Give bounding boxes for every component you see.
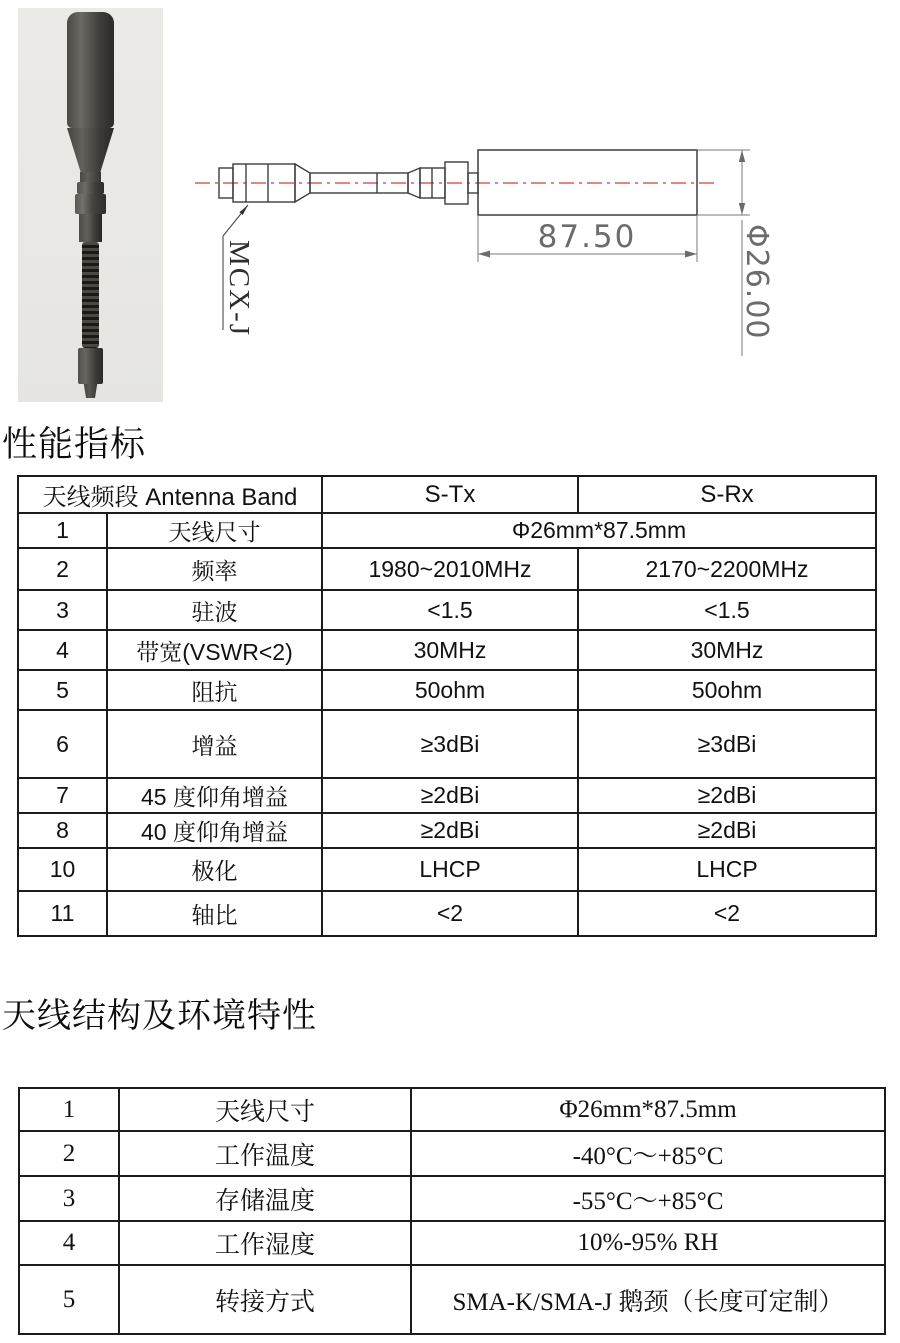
table-row: [19, 1265, 885, 1334]
row-rx: 50ohm: [578, 670, 876, 710]
length-dim-text: 87.50: [537, 219, 637, 255]
connector-label-text: MCX-J: [223, 240, 255, 338]
row-tx: <1.5: [322, 590, 578, 630]
row-tx: ≥2dBi: [322, 813, 578, 848]
row-tx: ≥2dBi: [322, 778, 578, 813]
table-row: [18, 590, 876, 630]
dim-arrow-down: [739, 203, 745, 215]
row-tx: 1980~2010MHz: [322, 548, 578, 590]
row-value: Φ26mm*87.5mm: [411, 1088, 885, 1131]
row-no: 5: [18, 670, 107, 710]
diameter-dim-text: Φ26.00: [739, 224, 774, 340]
row-rx: <1.5: [578, 590, 876, 630]
row-tx: 30MHz: [322, 630, 578, 670]
row-no: 4: [18, 630, 107, 670]
row-no: 10: [18, 848, 107, 891]
dim-arrow-left: [478, 251, 490, 258]
table-row: [19, 1221, 885, 1265]
row-name: 天线尺寸: [119, 1088, 411, 1131]
antenna-bottom-connector: [78, 348, 103, 384]
table-row: [18, 848, 876, 891]
band-header-cell: 天线频段 Antenna Band: [18, 476, 322, 513]
table-row: [18, 778, 876, 813]
row-name: 频率: [107, 548, 322, 590]
row-no: 2: [19, 1131, 119, 1176]
table-row: [18, 813, 876, 848]
row-name: 工作湿度: [119, 1221, 411, 1265]
table-row: [18, 670, 876, 710]
row-tx: 50ohm: [322, 670, 578, 710]
performance-header-row: [18, 476, 876, 513]
antenna-nut-collar: [75, 194, 106, 214]
antenna-dimension-drawing: [190, 128, 790, 373]
row-tx: <2: [322, 891, 578, 936]
row-rx: ≥2dBi: [578, 778, 876, 813]
antenna-neck: [80, 172, 101, 182]
row-no: 11: [18, 891, 107, 936]
row-value: -40°C～+85°C: [411, 1131, 885, 1176]
row-name: 带宽(VSWR<2): [107, 630, 322, 670]
row-rx: 2170~2200MHz: [578, 548, 876, 590]
row-name: 阻抗: [107, 670, 322, 710]
row-no: 7: [18, 778, 107, 813]
row-rx: ≥3dBi: [578, 710, 876, 778]
row-no: 4: [19, 1221, 119, 1265]
row-no: 1: [19, 1088, 119, 1131]
antenna-photo: [18, 8, 163, 402]
dim-arrow-up: [739, 150, 745, 162]
antenna-head-cylinder: [67, 12, 114, 128]
row-value: 10%-95% RH: [411, 1221, 885, 1265]
table-row: [18, 513, 876, 548]
section2-title: 天线结构及环境特性: [2, 998, 317, 1035]
srx-header-cell: S-Rx: [578, 476, 876, 513]
row-no: 3: [19, 1176, 119, 1221]
row-value: -55°C～+85°C: [411, 1176, 885, 1221]
table-row: [19, 1088, 885, 1131]
row-name: 轴比: [107, 891, 322, 936]
stx-header-cell: S-Tx: [322, 476, 578, 513]
antenna-taper: [67, 128, 114, 172]
table-row: [19, 1131, 885, 1176]
row-name: 40 度仰角增益: [107, 813, 322, 848]
antenna-connector-tip: [83, 384, 99, 398]
section1-title: 性能指标: [2, 425, 147, 464]
antenna-ring: [77, 182, 104, 194]
table-row: [18, 630, 876, 670]
row-tx: ≥3dBi: [322, 710, 578, 778]
row-name: 极化: [107, 848, 322, 891]
row-name: 增益: [107, 710, 322, 778]
dimension-drawing-svg: [190, 128, 790, 373]
table-row: [19, 1176, 885, 1221]
row-name: 工作温度: [119, 1131, 411, 1176]
row-rx: <2: [578, 891, 876, 936]
antenna-gooseneck-tube: [82, 242, 99, 348]
table-row: [18, 891, 876, 936]
row-no: 5: [19, 1265, 119, 1334]
row-rx: 30MHz: [578, 630, 876, 670]
antenna-joint: [79, 214, 102, 242]
row-rx: ≥2dBi: [578, 813, 876, 848]
row-name: 存储温度: [119, 1176, 411, 1221]
row-no: 2: [18, 548, 107, 590]
row-name: 驻波: [107, 590, 322, 630]
row-value: SMA-K/SMA-J 鹅颈（长度可定制）: [411, 1265, 885, 1334]
table-row: [18, 548, 876, 590]
row-value-span: Φ26mm*87.5mm: [322, 513, 876, 548]
row-no: 8: [18, 813, 107, 848]
structure-environment-table: [18, 1087, 886, 1335]
row-name: 转接方式: [119, 1265, 411, 1334]
row-rx: LHCP: [578, 848, 876, 891]
row-no: 6: [18, 710, 107, 778]
row-name: 45 度仰角增益: [107, 778, 322, 813]
table-row: [18, 710, 876, 778]
dim-arrow-right: [685, 251, 697, 258]
row-no: 3: [18, 590, 107, 630]
row-name: 天线尺寸: [107, 513, 322, 548]
performance-table: [17, 475, 877, 937]
row-tx: LHCP: [322, 848, 578, 891]
row-no: 1: [18, 513, 107, 548]
